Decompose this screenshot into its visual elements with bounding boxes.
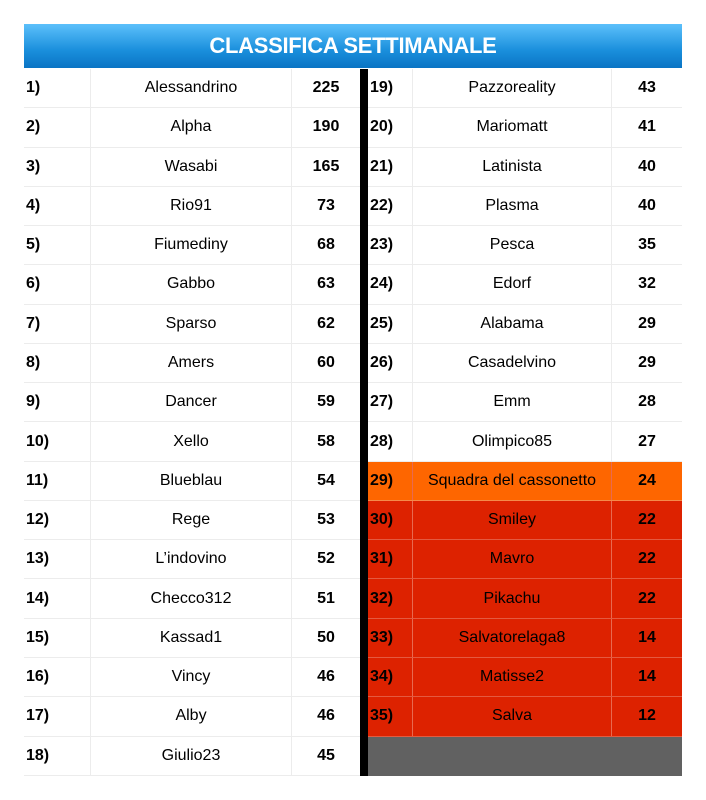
table-row xyxy=(368,108,682,147)
rank-cell: 2) xyxy=(24,108,91,146)
rank-cell: 30) xyxy=(368,501,413,539)
rank-cell: 24) xyxy=(368,265,413,303)
table-row xyxy=(24,422,360,461)
name-cell: Xello xyxy=(91,422,292,460)
leaderboard-column-left xyxy=(24,69,360,776)
name-cell: Olimpico85 xyxy=(413,422,612,460)
table-row xyxy=(24,658,360,697)
empty-row xyxy=(368,737,682,776)
name-cell: Gabbo xyxy=(91,265,292,303)
score-cell: 24 xyxy=(638,471,656,489)
table-row xyxy=(24,265,360,304)
table-row xyxy=(24,540,360,579)
rank-cell: 35) xyxy=(368,697,413,735)
rank-cell: 1) xyxy=(24,69,91,107)
name-cell: Salvatorelaga8 xyxy=(413,619,612,657)
rank-cell: 16) xyxy=(24,658,91,696)
name-cell: Alpha xyxy=(91,108,292,146)
rank-cell: 34) xyxy=(368,658,413,696)
leaderboard-table xyxy=(24,69,682,776)
name-cell: Alabama xyxy=(413,305,612,343)
score-cell: 29 xyxy=(638,353,656,371)
name-cell: Rio91 xyxy=(91,187,292,225)
table-row xyxy=(368,187,682,226)
rank-cell: 7) xyxy=(24,305,91,343)
rank-cell: 15) xyxy=(24,619,91,657)
score-cell: 22 xyxy=(638,511,656,529)
rank-cell: 17) xyxy=(24,697,91,735)
score-cell: 62 xyxy=(317,314,335,332)
score-cell: 14 xyxy=(638,668,656,686)
score-cell: 40 xyxy=(638,196,656,214)
name-cell: Blueblau xyxy=(91,462,292,500)
table-row xyxy=(24,501,360,540)
table-row xyxy=(368,697,682,736)
name-cell: Mariomatt xyxy=(413,108,612,146)
score-cell: 45 xyxy=(317,746,335,764)
score-cell: 52 xyxy=(317,550,335,568)
rank-cell: 26) xyxy=(368,344,413,382)
rank-cell: 32) xyxy=(368,579,413,617)
score-cell: 35 xyxy=(638,236,656,254)
score-cell: 60 xyxy=(317,353,335,371)
table-row xyxy=(368,422,682,461)
table-row xyxy=(368,540,682,579)
score-cell: 46 xyxy=(317,707,335,725)
name-cell: L’indovino xyxy=(91,540,292,578)
score-cell: 41 xyxy=(638,118,656,136)
table-row xyxy=(368,226,682,265)
column-divider xyxy=(360,69,368,776)
rank-cell: 3) xyxy=(24,148,91,186)
rank-cell: 9) xyxy=(24,383,91,421)
rank-cell: 23) xyxy=(368,226,413,264)
table-row xyxy=(24,619,360,658)
name-cell: Wasabi xyxy=(91,148,292,186)
table-row xyxy=(368,305,682,344)
score-cell: 28 xyxy=(638,393,656,411)
table-row xyxy=(24,579,360,618)
score-cell: 46 xyxy=(317,668,335,686)
table-row xyxy=(24,69,360,108)
score-cell: 40 xyxy=(638,157,656,175)
score-cell: 27 xyxy=(638,432,656,450)
table-row xyxy=(368,579,682,618)
table-row xyxy=(368,619,682,658)
score-cell: 50 xyxy=(317,628,335,646)
score-cell: 225 xyxy=(312,79,340,97)
name-cell: Edorf xyxy=(413,265,612,303)
name-cell: Matisse2 xyxy=(413,658,612,696)
name-cell: Pesca xyxy=(413,226,612,264)
name-cell: Vincy xyxy=(91,658,292,696)
score-cell: 73 xyxy=(317,196,335,214)
score-cell: 22 xyxy=(638,550,656,568)
leaderboard-title: CLASSIFICA SETTIMANALE xyxy=(24,24,682,68)
table-row xyxy=(368,69,682,108)
name-cell: Amers xyxy=(91,344,292,382)
score-cell: 63 xyxy=(317,275,335,293)
name-cell: Giulio23 xyxy=(91,737,292,775)
name-cell: Pazzoreality xyxy=(413,69,612,107)
name-cell: Casadelvino xyxy=(413,344,612,382)
table-row xyxy=(368,462,682,501)
score-cell: 59 xyxy=(317,393,335,411)
rank-cell: 13) xyxy=(24,540,91,578)
rank-cell: 14) xyxy=(24,579,91,617)
rank-cell: 31) xyxy=(368,540,413,578)
name-cell: Smiley xyxy=(413,501,612,539)
leaderboard-column-right xyxy=(368,69,682,776)
name-cell: Mavro xyxy=(413,540,612,578)
name-cell: Fiumediny xyxy=(91,226,292,264)
score-cell: 43 xyxy=(638,79,656,97)
table-row xyxy=(24,187,360,226)
name-cell: Pikachu xyxy=(413,579,612,617)
rank-cell: 28) xyxy=(368,422,413,460)
rank-cell: 5) xyxy=(24,226,91,264)
rank-cell: 10) xyxy=(24,422,91,460)
score-cell: 165 xyxy=(312,157,340,175)
score-cell: 53 xyxy=(317,511,335,529)
table-row xyxy=(368,501,682,540)
rank-cell: 19) xyxy=(368,69,413,107)
table-row xyxy=(24,226,360,265)
score-cell: 58 xyxy=(317,432,335,450)
score-cell: 32 xyxy=(638,275,656,293)
rank-cell: 8) xyxy=(24,344,91,382)
table-row xyxy=(368,265,682,304)
score-cell: 51 xyxy=(317,589,335,607)
rank-cell: 21) xyxy=(368,148,413,186)
name-cell: Dancer xyxy=(91,383,292,421)
table-row xyxy=(24,383,360,422)
table-row xyxy=(24,737,360,776)
rank-cell: 22) xyxy=(368,187,413,225)
rank-cell: 11) xyxy=(24,462,91,500)
table-row xyxy=(24,108,360,147)
rank-cell: 4) xyxy=(24,187,91,225)
name-cell: Checco312 xyxy=(91,579,292,617)
name-cell: Emm xyxy=(413,383,612,421)
name-cell: Alessandrino xyxy=(91,69,292,107)
table-row xyxy=(368,383,682,422)
table-row xyxy=(24,344,360,383)
rank-cell: 27) xyxy=(368,383,413,421)
rank-cell: 29) xyxy=(368,462,413,500)
rank-cell: 18) xyxy=(24,737,91,775)
name-cell: Salva xyxy=(413,697,612,735)
table-row xyxy=(24,305,360,344)
rank-cell: 25) xyxy=(368,305,413,343)
table-row xyxy=(368,344,682,383)
score-cell: 22 xyxy=(638,589,656,607)
score-cell: 54 xyxy=(317,471,335,489)
table-row xyxy=(24,148,360,187)
name-cell: Alby xyxy=(91,697,292,735)
table-row xyxy=(368,148,682,187)
name-cell: Squadra del cassonetto xyxy=(413,462,612,500)
score-cell: 190 xyxy=(312,118,340,136)
name-cell: Plasma xyxy=(413,187,612,225)
name-cell: Latinista xyxy=(413,148,612,186)
rank-cell: 12) xyxy=(24,501,91,539)
name-cell: Rege xyxy=(91,501,292,539)
rank-cell: 33) xyxy=(368,619,413,657)
score-cell: 12 xyxy=(638,707,656,725)
table-row xyxy=(24,462,360,501)
name-cell: Kassad1 xyxy=(91,619,292,657)
name-cell: Sparso xyxy=(91,305,292,343)
score-cell: 14 xyxy=(638,628,656,646)
table-row xyxy=(368,658,682,697)
score-cell: 68 xyxy=(317,236,335,254)
rank-cell: 20) xyxy=(368,108,413,146)
rank-cell: 6) xyxy=(24,265,91,303)
score-cell: 29 xyxy=(638,314,656,332)
table-row xyxy=(24,697,360,736)
